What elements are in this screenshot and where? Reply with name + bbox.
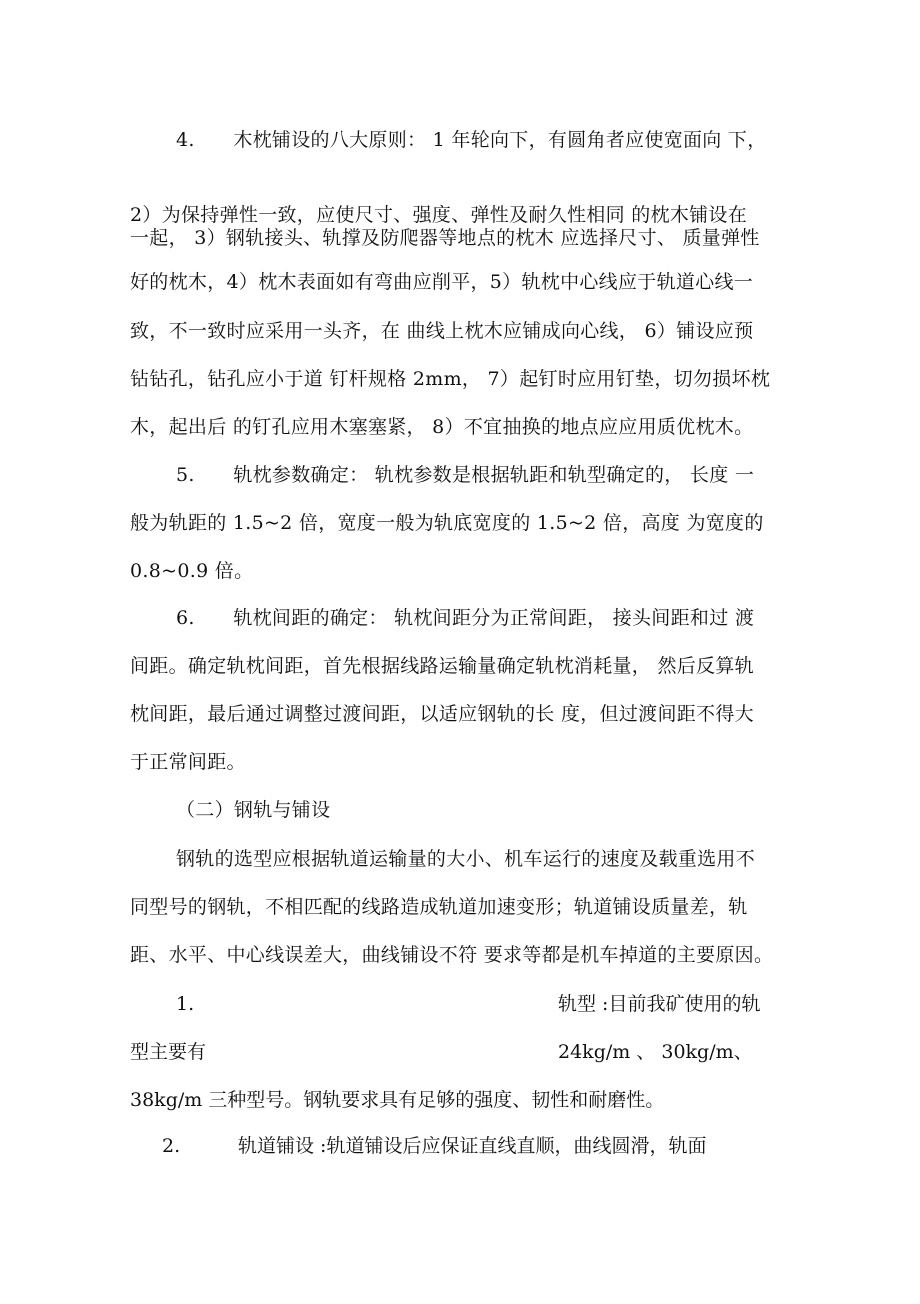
para-4-line-4: 好的枕木，4）枕木表面如有弯曲应削平，5）轨枕中心线应于轨道心线一 <box>130 271 754 293</box>
para-4-line-5: 致，不一致时应采用一头齐，在 曲线上枕木应铺成向心线， 6）铺设应预 <box>130 320 754 342</box>
item-1-text-left-2: 型主要有 <box>130 1041 207 1063</box>
para-4-line-1: 4. 木枕铺设的八大原则： 1 年轮向下，有圆角者应使宽面向 下， <box>176 129 767 151</box>
para-4-line-7: 木，起出后 的钉孔应用木塞塞紧， 8）不宜抽换的地点应应用质优枕木。 <box>130 416 754 438</box>
rail-para-line-3: 距、水平、中心线误差大，曲线铺设不符 要求等都是机车掉道的主要原因。 <box>130 944 774 966</box>
item-1-text-line-3: 38kg/m 三种型号。钢轨要求具有足够的强度、韧性和耐磨性。 <box>130 1089 665 1111</box>
para-5-line-3: 0.8~0.9 倍。 <box>130 560 254 582</box>
item-1-number: 1. <box>176 993 195 1015</box>
para-6-line-4: 于正常间距。 <box>130 751 246 773</box>
item-2-text: 轨道铺设 :轨道铺设后应保证直线直顺，曲线圆滑，轨面 <box>238 1135 707 1157</box>
item-1-text-right-1: 轨型 :目前我矿使用的轨 <box>558 993 761 1015</box>
para-5-line-1: 5. 轨枕参数确定： 轨枕参数是根据轨距和轨型确定的， 长度 一 <box>176 464 755 486</box>
para-4-line-3: 一起， 3）钢轨接头、轨撑及防爬器等地点的枕木 应选择尺寸、 质量弹性 <box>130 227 760 249</box>
para-6-line-2: 间距。确定轨枕间距，首先根据线路运输量确定轨枕消耗量， 然后反算轨 <box>130 655 754 677</box>
item-2-number: 2. <box>162 1135 181 1157</box>
para-4-line-2: 2）为保持弹性一致，应使尺寸、强度、弹性及耐久性相同 的枕木铺设在 <box>130 204 748 226</box>
para-6-line-1: 6. 轨枕间距的确定： 轨枕间距分为正常间距， 接头间距和过 渡 <box>176 607 755 629</box>
para-5-line-2: 般为轨距的 1.5~2 倍，宽度一般为轨底宽度的 1.5~2 倍，高度 为宽度的 <box>130 512 764 534</box>
para-6-line-3: 枕间距，最后通过调整过渡间距，以适应钢轨的长 度，但过渡间距不得大 <box>130 703 754 725</box>
para-4-line-6: 钻钻孔，钻孔应小于道 钉杆规格 2mm， 7）起钉时应用钉垫，切勿损坏枕 <box>130 368 771 390</box>
rail-para-line-1: 钢轨的选型应根据轨道运输量的大小、机车运行的速度及载重选用不 <box>176 848 756 870</box>
item-1-text-right-2: 24kg/m 、 30kg/m、 <box>558 1041 753 1063</box>
rail-para-line-2: 同型号的钢轨，不相匹配的线路造成轨道加速变形；轨道铺设质量差，轨 <box>130 896 748 918</box>
section-heading: （二）钢轨与铺设 <box>176 799 331 821</box>
